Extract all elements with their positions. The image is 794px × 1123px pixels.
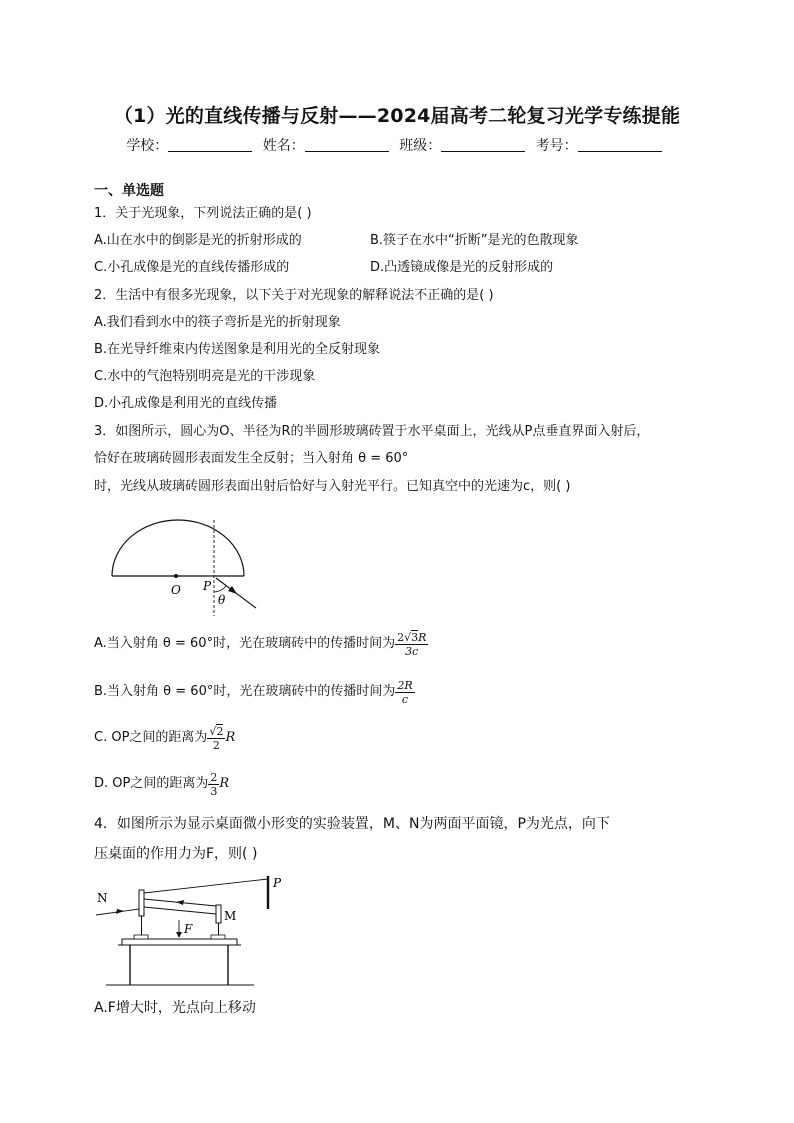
- frac-den: 3: [210, 784, 218, 798]
- q1-option-d[interactable]: D.凸透镜成像是光的反射形成的: [370, 260, 554, 275]
- q3-option-c-var: R: [225, 730, 236, 745]
- q3-stem-line3: 时，光线从玻璃砖圆形表面出射后恰好与入射光平行。已知真空中的光速为c，则( ): [94, 479, 571, 494]
- label-p: P: [203, 579, 212, 593]
- label-n: N: [97, 891, 108, 905]
- frac-var: R: [418, 630, 427, 644]
- q1-option-a[interactable]: A.山在水中的倒影是光的折射形成的: [94, 233, 302, 248]
- section-title: 一、单选题: [94, 183, 164, 199]
- q3-option-a-fraction: $\frac{2√3R}{3c}$: [397, 630, 427, 658]
- class-label: 班级：: [399, 138, 442, 154]
- q4-stem-line1: 4．如图所示为显示桌面微小形变的实验装置，M、N为两面平面镜，P为光点，向下: [94, 816, 610, 832]
- angle-arc: [214, 586, 226, 592]
- q3-option-a-text: A.当入射角 θ = 60°时，光在玻璃砖中的传播时间为: [94, 636, 396, 651]
- frac-den: 3c: [405, 644, 419, 658]
- q2-option-d[interactable]: D.小孔成像是利用光的直线传播: [94, 396, 278, 411]
- frac-num: 2: [210, 770, 218, 784]
- q1-stem: 1．关于光现象，下列说法正确的是( ): [94, 206, 312, 221]
- semicircle-diagram: [104, 512, 274, 616]
- frac-den: 2: [212, 738, 220, 752]
- id-blank[interactable]: [578, 137, 662, 152]
- frac-num: 2R: [397, 678, 413, 692]
- q3-option-d[interactable]: [94, 764, 229, 804]
- force-arrow-head: [176, 932, 182, 938]
- mirror-n: [139, 890, 144, 916]
- q2-option-b[interactable]: B.在光导纤维束内传送图象是利用光的全反射现象: [94, 342, 381, 357]
- ray-to-p: [144, 879, 268, 893]
- id-label: 考号：: [535, 138, 578, 154]
- mirror-m-base: [211, 935, 225, 939]
- label-f: F: [184, 922, 193, 936]
- q1-option-c[interactable]: C.小孔成像是光的直线传播形成的: [94, 260, 290, 275]
- q3-stem-line2: 恰好在玻璃砖圆形表面发生全反射；当入射角 θ = 60°: [94, 451, 409, 466]
- ray-arrow: [228, 586, 237, 594]
- q4-stem-line2: 压桌面的作用力为F，则( ): [94, 846, 258, 862]
- name-label: 姓名：: [262, 138, 305, 154]
- q2-option-a[interactable]: A.我们看到水中的筷子弯折是光的折射现象: [94, 315, 341, 330]
- class-blank[interactable]: [441, 137, 525, 152]
- q3-option-c-fraction: $\frac{√2}{2}$: [209, 724, 224, 752]
- center-o-point: [174, 574, 178, 578]
- student-info-row: [0, 135, 794, 155]
- deformation-apparatus-diagram: [94, 873, 294, 991]
- mirror-n-base: [134, 935, 148, 939]
- q3-option-c[interactable]: [94, 718, 235, 758]
- q3-option-a[interactable]: [94, 624, 428, 664]
- q3-option-d-var: R: [219, 776, 230, 791]
- q1-option-b[interactable]: B.筷子在水中“折断”是光的色散现象: [370, 233, 579, 248]
- q2-stem: 2．生活中有很多光现象，以下关于对光现象的解释说法不正确的是( ): [94, 288, 494, 303]
- ray-m-to-n-arrow: [176, 900, 184, 905]
- label-m: M: [224, 909, 237, 923]
- q2-option-c[interactable]: C.水中的气泡特别明亮是光的干涉现象: [94, 369, 316, 384]
- school-blank[interactable]: [168, 137, 252, 152]
- q3-option-b-fraction: [395, 679, 414, 706]
- q3-option-d-text: D. OP之间的距离为: [94, 776, 209, 791]
- semicircle-outline: [112, 520, 244, 576]
- frac-radicand: 2: [216, 724, 224, 738]
- name-blank[interactable]: [305, 137, 389, 152]
- frac-den: c: [401, 692, 409, 706]
- q3-option-b-text: B.当入射角 θ = 60°时，光在玻璃砖中的传播时间为: [94, 684, 396, 699]
- label-p: P: [273, 876, 282, 890]
- tabletop: [122, 939, 237, 945]
- q3-option-b[interactable]: [94, 672, 415, 712]
- q4-option-a[interactable]: A.F增大时，光点向上移动: [94, 1000, 256, 1016]
- page-title: （1）光的直线传播与反射——2024届高考二轮复习光学专练提能: [113, 105, 681, 127]
- q3-option-d-fraction: [208, 771, 219, 798]
- frac-radicand: 3: [411, 630, 419, 644]
- mirror-m: [216, 905, 221, 923]
- label-theta: θ: [218, 593, 226, 607]
- q3-stem-line1: 3．如图所示，圆心为O、半径为R的半圆形玻璃砖置于水平桌面上，光线从P点垂直界面入射后，: [94, 424, 650, 439]
- ray-n-to-m: [144, 907, 216, 914]
- q3-option-c-text: C. OP之间的距离为: [94, 730, 208, 745]
- frac-coef: 2: [397, 630, 405, 644]
- school-label: 学校：: [126, 138, 169, 154]
- label-o: O: [171, 583, 181, 597]
